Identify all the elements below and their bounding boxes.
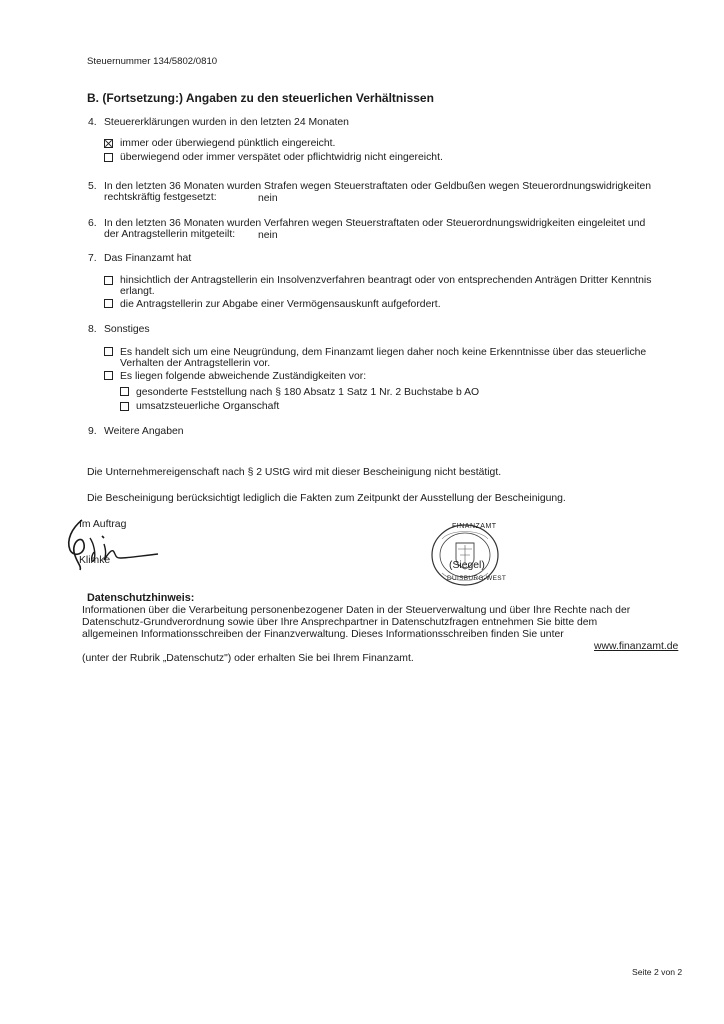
privacy-line-2: Datenschutz-Grundverordnung sowie über Ihre Ansprechpartner in Datenschutzfragen entnehmen Sie bitte dem [82,617,598,628]
item-8-text: Sonstiges [104,324,150,335]
page-number: Seite 2 von 2 [632,967,683,977]
item-8-sub-2-checkbox [120,402,129,411]
item-4-number: 4. [88,117,97,128]
privacy-line-3: allgemeinen Informationsschreiben der Finanzverwaltung. Dieses Informationsschreiben finden Sie unter [82,629,564,640]
item-7-text: Das Finanzamt hat [104,253,192,264]
item-4-option-2-label: überwiegend oder immer verspätet oder pflichtwidrig nicht eingereicht. [120,152,443,163]
item-4-option-1-checkbox [104,139,113,148]
privacy-line-1: Informationen über die Verarbeitung personenbezogener Daten in der Steuerverwaltung und über Ihre Rechte nach der [82,605,631,616]
seal-bottom-text: DUISBURG-WEST [447,575,507,582]
item-5-answer: nein [258,193,278,204]
item-8-option-1-checkbox [104,347,113,356]
item-7-option-2-checkbox [104,299,113,308]
item-8-sub-1-checkbox [120,387,129,396]
item-7-number: 7. [88,253,97,264]
item-4-option-1-label: immer oder überwiegend pünktlich eingereicht. [120,138,336,149]
item-8-number: 8. [88,324,97,335]
item-8-option-1-line-2: Verhalten der Antragstellerin vor. [120,358,271,369]
item-7-option-2-label: die Antragstellerin zur Abgabe einer Vermögensauskunft aufgefordert. [120,299,441,310]
item-5-line-2: rechtskräftig festgesetzt: [104,192,217,203]
item-8-option-2-checkbox [104,371,113,380]
item-7-option-1-line-1: hinsichtlich der Antragstellerin ein Insolvenzverfahren beantragt oder von entsprechenden Anträgen Dritter Kenntnis [120,275,652,286]
item-5-line-1: In den letzten 36 Monaten wurden Strafen wegen Steuerstraftaten oder Geldbußen wegen Steuerordnungswidrigkeiten [104,181,652,192]
tax-number: Steuernummer 134/5802/0810 [87,56,218,67]
finanzamt-link[interactable]: www.finanzamt.de [594,641,679,652]
item-8-option-2-label: Es liegen folgende abweichende Zuständigkeiten vor: [120,371,367,382]
item-6-line-1: In den letzten 36 Monaten wurden Verfahren wegen Steuerstraftaten oder Steuerordnungswidrigkeiten eingeleitet und [104,218,646,229]
item-6-answer: nein [258,230,278,241]
signer-name: Klimke [79,555,111,566]
item-9-text: Weitere Angaben [104,426,184,437]
privacy-line-4: (unter der Rubrik „Datenschutz") oder erhalten Sie bei Ihrem Finanzamt. [82,653,414,664]
item-6-line-2: der Antragstellerin mitgeteilt: [104,229,236,240]
section-title: B. (Fortsetzung:) Angaben zu den steuerlichen Verhältnissen [87,91,434,105]
seal-top-text: FINANZAMT [452,523,497,530]
item-5-number: 5. [88,181,97,192]
seal-label: (Siegel) [449,560,485,571]
item-6-number: 6. [88,218,97,229]
item-7-option-1-checkbox [104,276,113,285]
item-4-text: Steuererklärungen wurden in den letzten 24 Monaten [104,117,349,128]
note-ustg: Die Unternehmereigenschaft nach § 2 UStG wird mit dieser Bescheinigung nicht bestätigt. [87,467,502,478]
privacy-title: Datenschutzhinweis: [87,592,195,604]
item-7-option-1-line-2: erlangt. [120,286,155,297]
note-facts: Die Bescheinigung berücksichtigt lediglich die Fakten zum Zeitpunkt der Ausstellung der Bescheinigung. [87,493,566,504]
item-8-sub-2-label: umsatzsteuerliche Organschaft [136,401,280,412]
item-8-option-1-line-1: Es handelt sich um eine Neugründung, dem Finanzamt liegen daher noch keine Erkenntnisse über das steuerliche [120,347,647,358]
item-9-number: 9. [88,426,97,437]
item-4-option-2-checkbox [104,153,113,162]
handwritten-signature [60,514,180,574]
item-8-sub-1-label: gesonderte Feststellung nach § 180 Absatz 1 Satz 1 Nr. 2 Buchstabe b AO [136,387,480,398]
on-behalf-label: Im Auftrag [79,519,127,530]
